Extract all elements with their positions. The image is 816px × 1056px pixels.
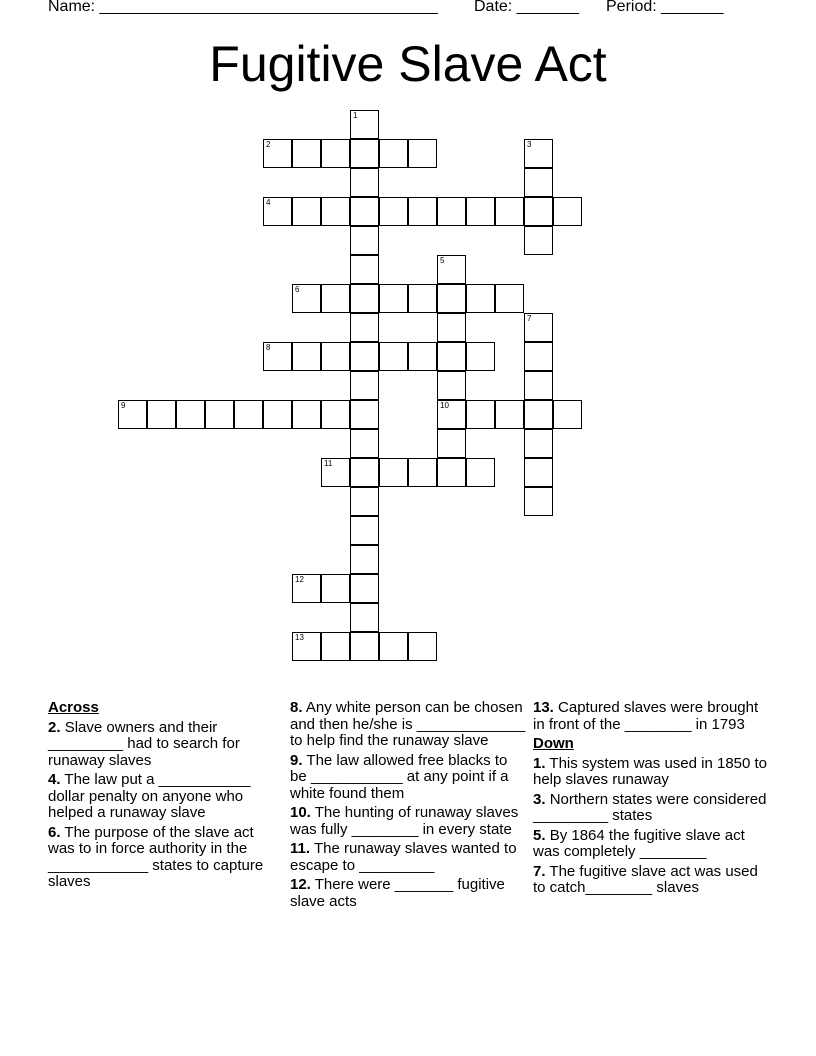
clue-number: 5. — [533, 826, 546, 844]
grid-cell[interactable] — [321, 400, 350, 429]
grid-cell[interactable] — [234, 400, 263, 429]
grid-cell[interactable] — [495, 197, 524, 226]
clue-down-7 — [533, 864, 769, 897]
period-field[interactable]: Period: _______ — [606, 0, 724, 15]
clue-down-5 — [533, 828, 769, 861]
grid-cell[interactable] — [350, 226, 379, 255]
grid-cell[interactable] — [408, 284, 437, 313]
across-heading: Across — [48, 699, 99, 716]
grid-cell[interactable] — [292, 197, 321, 226]
grid-cell[interactable] — [408, 139, 437, 168]
grid-cell[interactable] — [553, 400, 582, 429]
grid-cell[interactable] — [350, 168, 379, 197]
grid-cell[interactable] — [524, 139, 553, 168]
clue-number: 11. — [290, 840, 311, 857]
grid-cell[interactable] — [350, 197, 379, 226]
grid-cell[interactable] — [495, 400, 524, 429]
grid-cell[interactable] — [495, 284, 524, 313]
grid-cell[interactable] — [350, 603, 379, 632]
clue-number: 4. — [48, 771, 61, 788]
grid-cell[interactable] — [321, 458, 350, 487]
grid-cell[interactable] — [292, 139, 321, 168]
grid-cell[interactable] — [292, 574, 321, 603]
clue-number: 3. — [533, 790, 546, 808]
clue-across-6 — [48, 825, 284, 891]
grid-cell[interactable] — [321, 632, 350, 661]
grid-cell[interactable] — [553, 197, 582, 226]
grid-cell[interactable] — [292, 342, 321, 371]
grid-cell[interactable] — [321, 574, 350, 603]
grid-cell[interactable] — [524, 342, 553, 371]
clue-text: The law put a ___________ dollar penalty on anyone who helped a runaway slave — [48, 771, 251, 821]
clue-across-10 — [290, 805, 526, 838]
grid-cell[interactable] — [350, 342, 379, 371]
grid-cell[interactable] — [466, 342, 495, 371]
grid-cell[interactable] — [350, 371, 379, 400]
grid-cell[interactable] — [350, 632, 379, 661]
clue-number: 2. — [48, 718, 61, 736]
clue-down-3 — [533, 792, 769, 825]
grid-cell[interactable] — [379, 632, 408, 661]
clue-across-4 — [48, 772, 284, 822]
clue-number: 1. — [533, 754, 546, 772]
grid-cell[interactable] — [292, 632, 321, 661]
clue-number-label: 10 — [440, 401, 449, 410]
grid-cell[interactable] — [350, 429, 379, 458]
clue-down-1 — [533, 756, 769, 789]
grid-cell[interactable] — [350, 400, 379, 429]
clue-number: 7. — [533, 862, 546, 880]
grid-cell[interactable] — [263, 400, 292, 429]
clue-across-9 — [290, 753, 526, 803]
grid-cell[interactable] — [437, 429, 466, 458]
clue-number-label: 13 — [295, 633, 304, 642]
grid-cell[interactable] — [350, 284, 379, 313]
clue-text: The purpose of the slave act was to in force authority in the ____________ states to capture slaves — [48, 823, 264, 890]
clue-text: This system was used in 1850 to help slaves runaway — [533, 754, 768, 788]
grid-cell[interactable] — [437, 342, 466, 371]
clue-number: 6. — [48, 823, 61, 841]
grid-cell[interactable] — [263, 139, 292, 168]
grid-cell[interactable] — [437, 197, 466, 226]
grid-cell[interactable] — [350, 516, 379, 545]
grid-cell[interactable] — [292, 284, 321, 313]
clue-text: By 1864 the fugitive slave act was completely ________ — [533, 826, 745, 860]
clue-number-label: 4 — [266, 198, 271, 207]
grid-cell[interactable] — [321, 284, 350, 313]
clue-number-label: 11 — [324, 459, 333, 468]
clue-text: The hunting of runaway slaves was fully ________ in every state — [290, 804, 519, 838]
grid-cell[interactable] — [263, 197, 292, 226]
grid-cell[interactable] — [350, 313, 379, 342]
grid-cell[interactable] — [350, 574, 379, 603]
clue-text: Northern states were considered _________ states — [533, 790, 767, 824]
grid-cell[interactable] — [437, 284, 466, 313]
grid-cell[interactable] — [350, 139, 379, 168]
clue-number: 12. — [290, 876, 311, 893]
clue-text: Any white person can be chosen and then he/she is _____________ to help find the runaway slave — [290, 699, 526, 749]
grid-cell[interactable] — [379, 284, 408, 313]
grid-cell[interactable] — [408, 632, 437, 661]
grid-cell[interactable] — [524, 226, 553, 255]
grid-cell[interactable] — [263, 342, 292, 371]
clue-number: 13. — [533, 699, 554, 716]
clues-column-3 — [533, 700, 769, 900]
grid-cell[interactable] — [379, 458, 408, 487]
grid-cell[interactable] — [524, 458, 553, 487]
grid-cell[interactable] — [321, 197, 350, 226]
clue-number-label: 8 — [266, 343, 271, 352]
grid-cell[interactable] — [350, 458, 379, 487]
grid-cell[interactable] — [350, 110, 379, 139]
clue-text: Slave owners and their _________ had to search for runaway slaves — [48, 718, 240, 769]
clue-number-label: 7 — [527, 314, 532, 323]
clues-column-2 — [290, 700, 526, 913]
grid-cell[interactable] — [176, 400, 205, 429]
clue-text: The runaway slaves wanted to escape to _________ — [290, 840, 517, 874]
grid-cell[interactable] — [379, 197, 408, 226]
clue-text: There were _______ fugitive slave acts — [290, 876, 505, 910]
clue-number-label: 12 — [295, 575, 304, 584]
grid-cell[interactable] — [118, 400, 147, 429]
grid-cell[interactable] — [437, 400, 466, 429]
grid-cell[interactable] — [321, 139, 350, 168]
grid-cell[interactable] — [524, 313, 553, 342]
name-field[interactable]: Name: ______________________________________ — [48, 0, 438, 15]
clue-number-label: 5 — [440, 256, 445, 265]
page-title: Fugitive Slave Act — [209, 36, 607, 92]
grid-cell[interactable] — [379, 139, 408, 168]
grid-cell[interactable] — [524, 429, 553, 458]
clue-number-label: 6 — [295, 285, 300, 294]
grid-cell[interactable] — [205, 400, 234, 429]
grid-cell[interactable] — [408, 458, 437, 487]
grid-cell[interactable] — [524, 371, 553, 400]
clue-number-label: 9 — [121, 401, 126, 410]
grid-cell[interactable] — [350, 255, 379, 284]
clue-text: The fugitive slave act was used to catch________ slaves — [533, 862, 758, 896]
grid-cell[interactable] — [466, 197, 495, 226]
clue-text: The law allowed free blacks to be ___________ at any point if a white found them — [290, 751, 509, 802]
clue-across-2 — [48, 720, 284, 770]
grid-cell[interactable] — [437, 255, 466, 284]
date-field[interactable]: Date: _______ — [474, 0, 579, 15]
clue-number-label: 3 — [527, 140, 532, 149]
clue-across-12 — [290, 877, 526, 910]
grid-cell[interactable] — [524, 487, 553, 516]
clue-across-8 — [290, 700, 526, 750]
grid-cell[interactable] — [350, 545, 379, 574]
grid-cell[interactable] — [524, 400, 553, 429]
clue-number: 10. — [290, 804, 311, 821]
clue-number-label: 1 — [353, 111, 358, 120]
grid-cell[interactable] — [437, 371, 466, 400]
grid-cell[interactable] — [292, 400, 321, 429]
grid-cell[interactable] — [466, 400, 495, 429]
clue-text: Captured slaves were brought in front of the ________ in 1793 — [533, 699, 759, 733]
clues-column-1 — [48, 700, 284, 894]
clue-number: 8. — [290, 699, 303, 716]
grid-cell[interactable] — [147, 400, 176, 429]
clue-number-label: 2 — [266, 140, 271, 149]
clue-number: 9. — [290, 751, 303, 769]
grid-cell[interactable] — [524, 197, 553, 226]
grid-cell[interactable] — [524, 168, 553, 197]
grid-cell[interactable] — [437, 313, 466, 342]
grid-cell[interactable] — [321, 342, 350, 371]
grid-cell[interactable] — [437, 458, 466, 487]
grid-cell[interactable] — [350, 487, 379, 516]
clue-across-13 — [533, 700, 769, 733]
grid-cell[interactable] — [466, 284, 495, 313]
grid-cell[interactable] — [466, 458, 495, 487]
grid-cell[interactable] — [408, 342, 437, 371]
grid-cell[interactable] — [379, 342, 408, 371]
clue-across-11 — [290, 841, 526, 874]
down-heading: Down — [533, 735, 574, 752]
grid-cell[interactable] — [408, 197, 437, 226]
